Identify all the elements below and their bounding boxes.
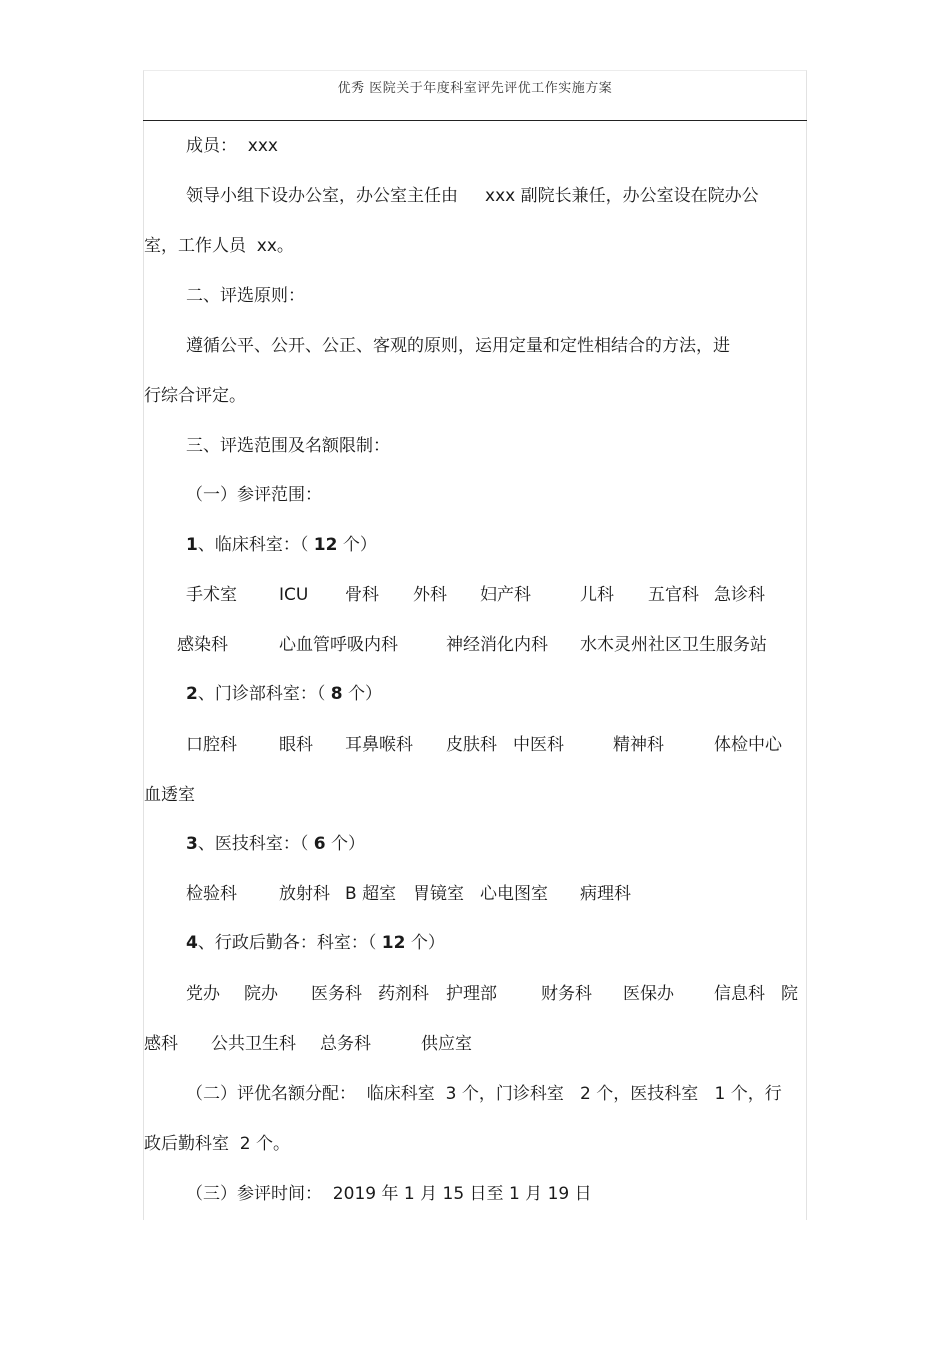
admin-heading [186,933,445,953]
dept-item: 财务科 [541,984,592,1004]
medtech-label: 、医技科室：（ [197,834,314,854]
dept-item: 检验科 [186,884,237,904]
admin-count: 12 [381,933,406,953]
clinical-count: 12 [313,535,338,555]
dept-item: 总务科 [320,1034,371,1054]
sub-1-title: （一）参评范围： [186,485,322,505]
dept-item: 感染科 [177,635,228,655]
dept-item: 外科 [413,585,447,605]
dept-item: 党办 [186,984,220,1004]
dept-item: 心电图室 [480,884,548,904]
medtech-num: 3 [186,834,198,854]
dept-item: 骨科 [345,585,379,605]
time-line: （三）参评时间： 2019 年 1 月 15 日至 1 月 19 日 [186,1184,592,1204]
medtech-unit: 个） [325,834,365,854]
dept-item: 心血管呼吸内科 [279,635,398,655]
dept-item: 妇产科 [480,585,531,605]
clinical-unit: 个） [337,535,377,555]
dept-item: 手术室 [186,585,237,605]
dept-item: 血透室 [144,785,195,805]
admin-num: 4 [186,933,198,953]
office-line-1: 领导小组下设办公室，办公室主任由 xxx 副院长兼任，办公室设在院办公 [186,186,759,206]
dept-item: 中医科 [513,735,564,755]
outpatient-heading [186,684,382,704]
admin-label: 、行政后勤各：科室：（ [197,933,382,953]
medtech-heading [186,834,365,854]
dept-item: 供应室 [421,1034,472,1054]
quota-line-2: 政后勤科室 2 个。 [144,1134,291,1154]
dept-item: ICU [279,585,309,605]
dept-item: 医务科 [311,984,362,1004]
dept-item: 胃镜室 [413,884,464,904]
principle-line-1: 遵循公平、公开、公正、客观的原则，运用定量和定性相结合的方法，进 [186,336,730,356]
dept-item: 医保办 [623,984,674,1004]
dept-item: 院 [781,984,798,1004]
medtech-count: 6 [313,834,326,854]
dept-item: 放射科 [279,884,330,904]
clinical-num: 1 [186,535,198,555]
quota-line-1: （二）评优名额分配： 临床科室 3 个，门诊科室 2 个，医技科室 1 个，行 [186,1084,782,1104]
dept-item: 神经消化内科 [446,635,548,655]
section-2-title: 二、评选原则： [186,286,305,306]
dept-item: 急诊科 [714,585,765,605]
dept-item: 院办 [244,984,278,1004]
dept-item: 病理科 [580,884,631,904]
dept-item: B 超室 [345,884,397,904]
dept-item: 眼科 [279,735,313,755]
outpatient-num: 2 [186,684,198,704]
page-header-title: 优秀 医院关于年度科室评先评优工作实施方案 [337,81,613,96]
dept-item: 皮肤科 [446,735,497,755]
dept-item: 公共卫生科 [211,1034,296,1054]
outpatient-count: 8 [330,684,343,704]
dept-item: 耳鼻喉科 [345,735,413,755]
dept-item: 儿科 [580,585,614,605]
section-3-title: 三、评选范围及名额限制： [186,436,390,456]
members-line: 成员： xxx [186,136,278,156]
clinical-label: 、临床科室：（ [197,535,314,555]
admin-unit: 个） [405,933,445,953]
dept-item: 水木灵州社区卫生服务站 [580,635,767,655]
header-divider [143,120,807,121]
dept-item: 感科 [144,1034,178,1054]
office-line-2: 室，工作人员 xx。 [144,236,294,256]
outpatient-unit: 个） [342,684,382,704]
dept-item: 护理部 [446,984,497,1004]
dept-item: 精神科 [613,735,664,755]
dept-item: 信息科 [714,984,765,1004]
outpatient-label: 、门诊部科室：（ [197,684,331,704]
dept-item: 体检中心 [714,735,782,755]
dept-item: 口腔科 [186,735,237,755]
dept-item: 五官科 [648,585,699,605]
principle-line-2: 行综合评定。 [144,386,246,406]
clinical-heading [186,535,377,555]
dept-item: 药剂科 [378,984,429,1004]
